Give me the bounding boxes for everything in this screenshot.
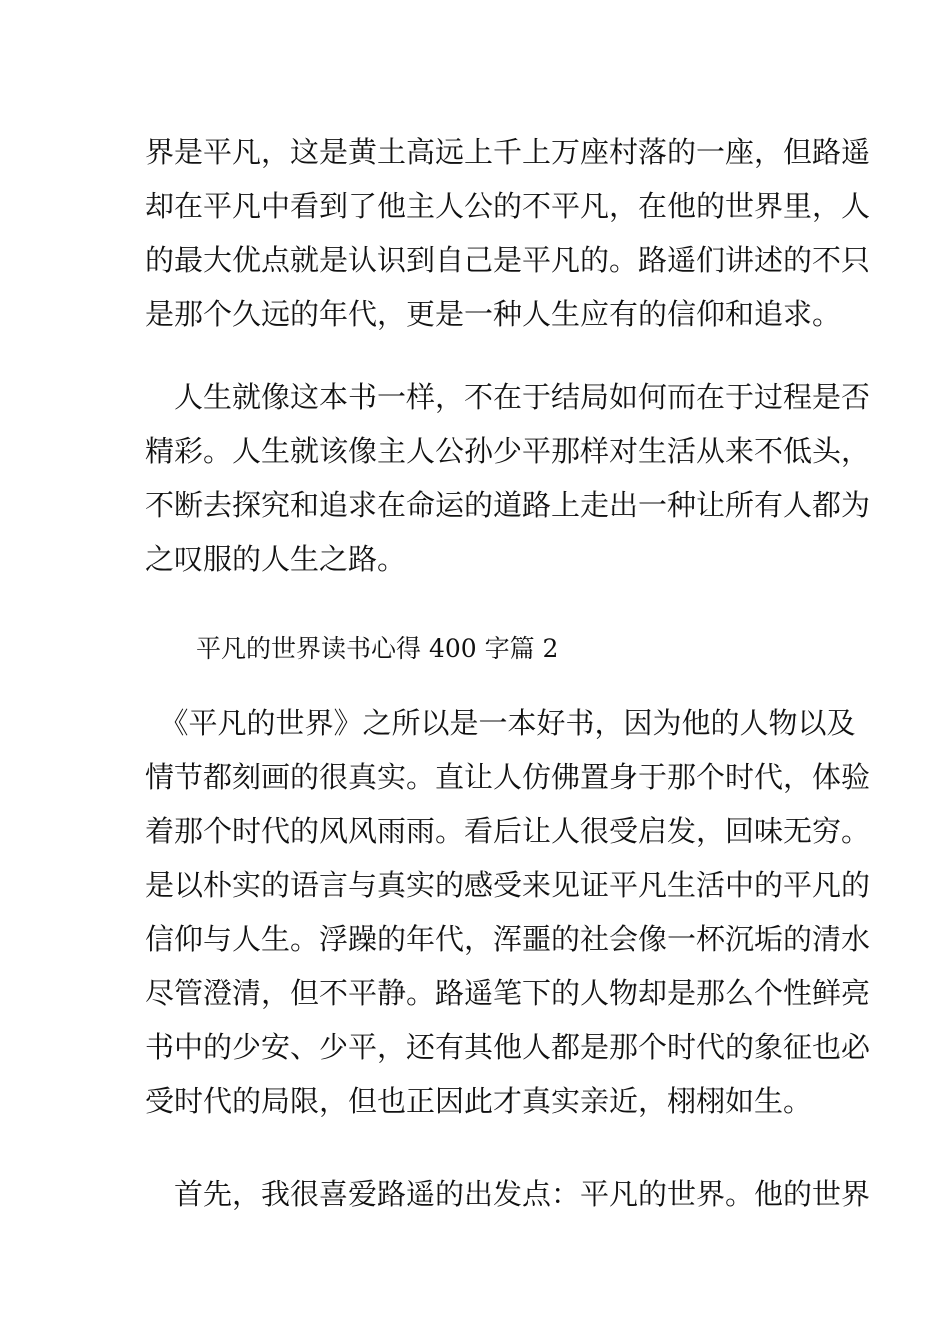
paragraph-3-line-4: 是以朴实的语言与真实的感受来见证平凡生活中的平凡的: [145, 868, 871, 902]
section-heading: 平凡的世界读书心得 400 字篇 2: [196, 634, 559, 663]
paragraph-2-line-4: 之叹服的人生之路。: [145, 542, 407, 576]
paragraph-3-line-2: 情节都刻画的很真实。直让人仿佛置身于那个时代，体验: [145, 760, 871, 794]
paragraph-1-line-3: 的最大优点就是认识到自己是平凡的。路遥们讲述的不只: [145, 243, 871, 277]
paragraph-3-line-5: 信仰与人生。浮躁的年代，浑噩的社会像一杯沉垢的清水: [145, 922, 871, 956]
paragraph-3: [145, 696, 871, 1128]
paragraph-4-line-1: 首先，我很喜爱路遥的出发点：平凡的世界。他的世界: [145, 1177, 871, 1211]
paragraph-3-line-3: 着那个时代的风风雨雨。看后让人很受启发，回味无穷。: [145, 814, 871, 848]
paragraph-2: [145, 370, 871, 586]
paragraph-1-line-1: 界是平凡，这是黄土高远上千上万座村落的一座，但路遥: [145, 135, 871, 169]
paragraph-2-line-2: 精彩。人生就该像主人公孙少平那样对生活从来不低头，: [145, 434, 871, 468]
paragraph-3-line-1: 《平凡的世界》之所以是一本好书，因为他的人物以及: [145, 706, 856, 740]
paragraph-1-line-2: 却在平凡中看到了他主人公的不平凡，在他的世界里，人: [145, 189, 871, 223]
paragraph-3-line-7: 书中的少安、少平，还有其他人都是那个时代的象征也必: [145, 1030, 871, 1064]
paragraph-2-line-3: 不断去探究和追求在命运的道路上走出一种让所有人都为: [145, 488, 871, 522]
paragraph-2-line-1: 人生就像这本书一样，不在于结局如何而在于过程是否: [145, 380, 871, 414]
paragraph-3-line-8: 受时代的局限，但也正因此才真实亲近，栩栩如生。: [145, 1084, 813, 1118]
paragraph-4: [145, 1167, 871, 1221]
paragraph-1: [145, 125, 871, 341]
paragraph-1-line-4: 是那个久远的年代，更是一种人生应有的信仰和追求。: [145, 297, 842, 331]
paragraph-3-line-6: 尽管澄清，但不平静。路遥笔下的人物却是那么个性鲜亮: [145, 976, 871, 1010]
